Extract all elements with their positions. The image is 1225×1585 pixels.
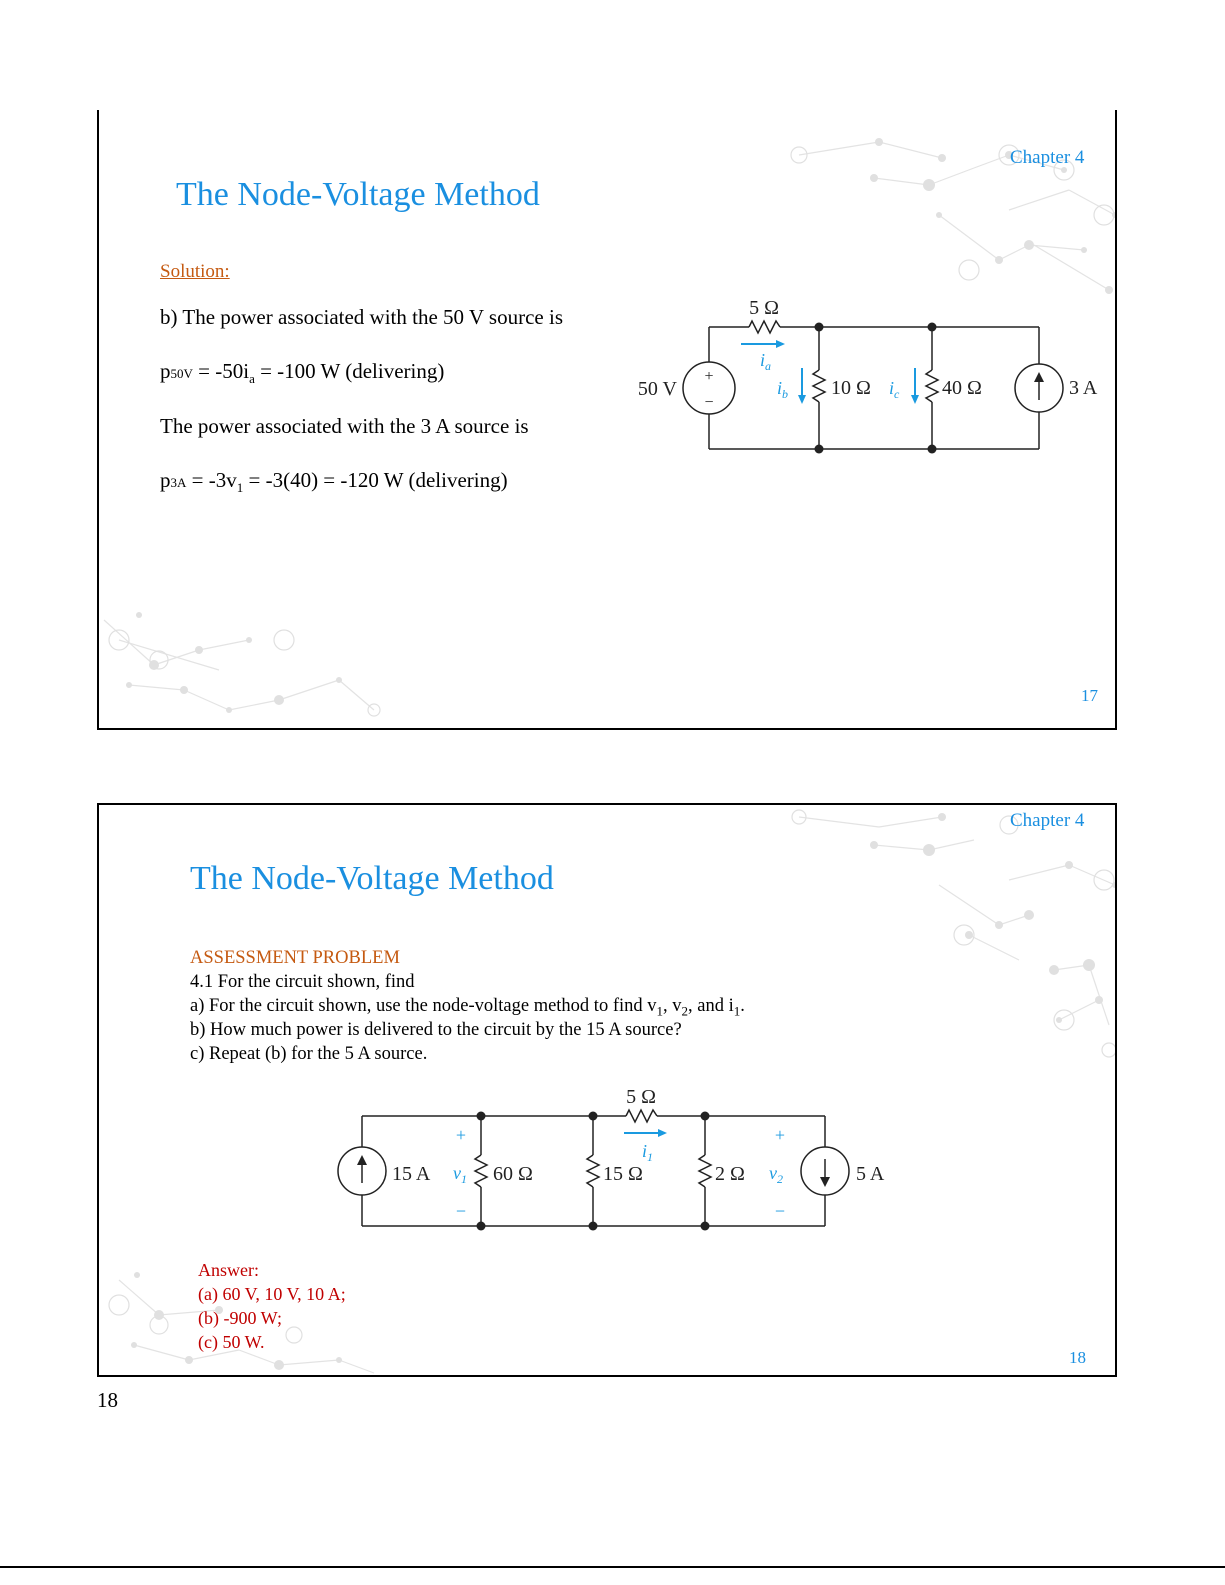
resistor-label-40: 40 Ω [942, 377, 982, 399]
answer-label: Answer: [198, 1260, 259, 1280]
slide-title: The Node-Voltage Method [176, 176, 540, 213]
problem-line-3: b) How much power is delivered to the circuit by the 15 A source? [190, 1020, 682, 1040]
chapter-label: Chapter 4 [1010, 147, 1085, 168]
resistor-label-10: 10 Ω [831, 377, 871, 399]
current-label-ib: $i_b$ [777, 378, 789, 401]
page-number: 18 [97, 1388, 118, 1412]
voltage-source-label: 50 V [637, 378, 677, 400]
slide-number: 17 [1081, 686, 1098, 705]
bottom-rule [0, 1566, 1225, 1568]
slide-title: The Node-Voltage Method [190, 860, 554, 897]
slide-17 [97, 110, 1117, 730]
circuit-diagram-1 [619, 290, 1115, 460]
resistor-label-60: 60 Ω [493, 1163, 533, 1185]
resistor-label-15: 15 Ω [603, 1163, 643, 1185]
problem-line-2: a) For the circuit shown, use the node-voltage method to find $v_1$, $v_2$, and $i_1$. [190, 996, 745, 1019]
v1-plus: + [455, 1125, 467, 1145]
resistor-label-5: 5 Ω [626, 1086, 656, 1108]
current-label-ic: $i_c$ [889, 378, 900, 401]
equation-p50v: $p50V = -50i_a = -100$ W (delivering) [160, 359, 445, 387]
circuit-diagram-2 [329, 1075, 909, 1240]
text-power-50v-intro: b) The power associated with the 50 V source is [160, 305, 563, 329]
problem-line-4: c) Repeat (b) for the 5 A source. [190, 1044, 428, 1064]
voltage-label-v1: $v_1$ [453, 1163, 467, 1186]
slide-18 [97, 803, 1117, 1377]
current-label-i1: $i_1$ [642, 1141, 654, 1164]
plus-sign: + [704, 368, 714, 385]
v2-minus: − [774, 1201, 786, 1221]
text-power-3a-intro: The power associated with the 3 A source is [160, 414, 529, 438]
problem-line-1: 4.1 For the circuit shown, find [190, 972, 415, 992]
minus-sign: − [704, 394, 714, 411]
v1-minus: − [455, 1201, 467, 1221]
resistor-label-5: 5 Ω [749, 297, 779, 319]
assessment-label: ASSESSMENT PROBLEM [190, 948, 400, 968]
current-source-label-15a: 15 A [392, 1163, 431, 1185]
slide-number: 18 [1069, 1348, 1086, 1367]
chapter-label: Chapter 4 [1010, 810, 1085, 831]
resistor-label-2: 2 Ω [715, 1163, 745, 1185]
solution-label: Solution: [160, 261, 230, 282]
voltage-label-v2: $v_2$ [769, 1163, 783, 1186]
answer-c: (c) 50 W. [198, 1332, 265, 1352]
answer-b: (b) -900 W; [198, 1308, 282, 1328]
current-label-ia: $i_a$ [760, 350, 772, 373]
answer-a: (a) 60 V, 10 V, 10 A; [198, 1284, 346, 1304]
v2-plus: + [774, 1125, 786, 1145]
equation-p3a: $p3A = -3v_1 = -3(40) = -120$ W (delivering) [160, 468, 508, 496]
current-source-label: 3 A [1069, 377, 1098, 399]
current-source-label-5a: 5 A [856, 1163, 885, 1185]
